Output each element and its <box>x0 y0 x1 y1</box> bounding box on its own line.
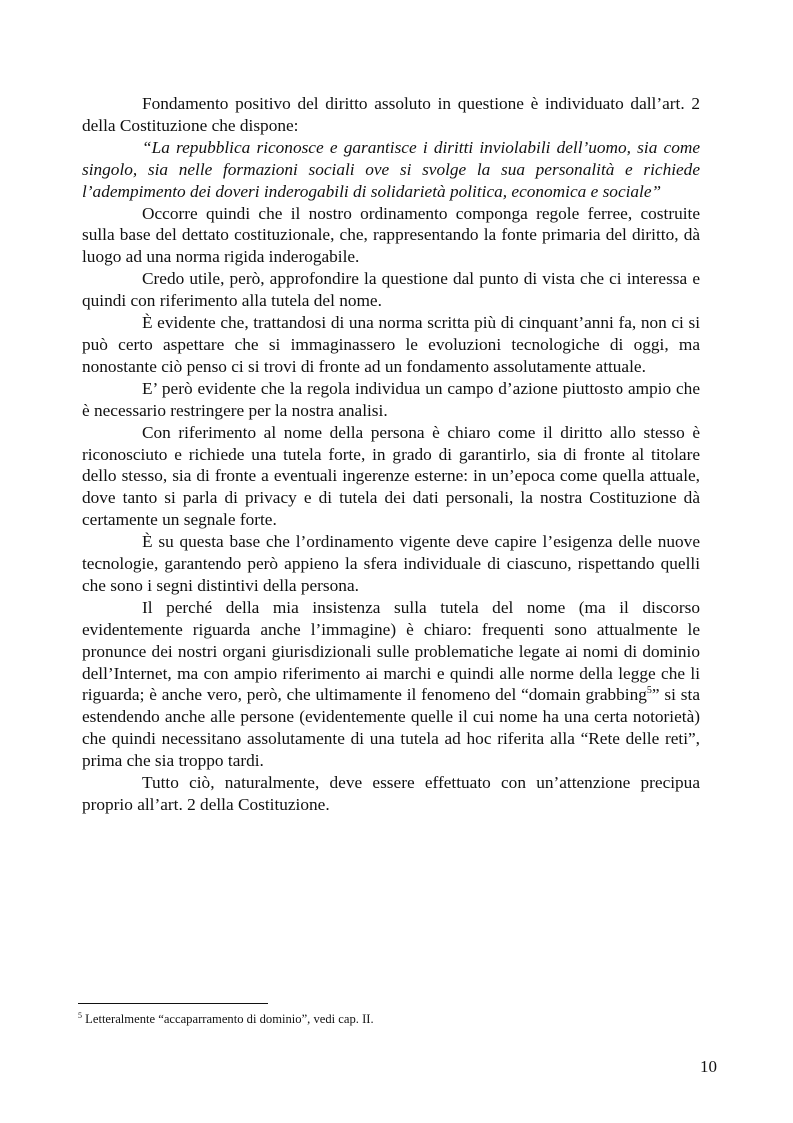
page-body <box>82 93 700 816</box>
paragraph-2: Occorre quindi che il nostro ordinamento componga regole ferree, costruite sulla base del dettato costituzionale, che, rappresentando la fonte primaria del diritto, dà luogo ad una norma rigida inderogabile. <box>82 203 700 267</box>
page-number: 10 <box>700 1057 717 1076</box>
paragraph-1: Fondamento positivo del diritto assoluto in questione è individuato dall’art. 2 della Costituzione che dispone: <box>82 94 700 135</box>
footnote-text: Letteralmente “accaparramento di dominio”, vedi cap. II. <box>85 1012 374 1026</box>
paragraph-7: È su questa base che l’ordinamento vigente deve capire l’esigenza delle nuove tecnologie, garantendo però appieno la sfera individuale di ciascuno, rispettando quelli che sono i segni distintivi della persona. <box>82 532 700 595</box>
footnote <box>78 1012 698 1027</box>
footnote-reference[interactable]: 5 <box>646 685 652 697</box>
paragraph-8 <box>82 597 700 772</box>
paragraph-8-text-end: ” si sta estendendo anche alle persone (evidentemente quelle il cui nome ha una certa notorietà) che quindi necessitano assolutamente di una tutela ad hoc riferita alla “Rete delle reti”, prima che sia troppo tardi. <box>82 685 700 771</box>
paragraph-8-text-start: Il perché della mia insistenza sulla tutela del nome (ma il discorso evidentemente riguarda anche l’immagine) è chiaro: frequenti sono attualmente le pronunce dei nostri organi giurisdizionali sulle problematiche legate ai nomi di dominio dell’Internet, ma con ampio riferimento ai marchi e quindi alle norme della legge che li riguarda; è anche vero, però, che ultimamente il fenomeno del “domain grabbing <box>82 597 700 705</box>
constitution-quote: “La repubblica riconosce e garantisce i diritti inviolabili dell’uomo, sia come singolo, sia nelle formazioni sociali ove si svolge la sua personalità e richiede l’adempimento dei doveri inderogabili di solidarietà politica, economica e sociale” <box>82 137 700 201</box>
footnote-number: 5 <box>78 1011 82 1020</box>
paragraph-6: Con riferimento al nome della persona è chiaro come il diritto allo stesso è riconosciuto e richiede una tutela forte, in grado di garantirlo, sia di fronte al titolare dello stesso, sia di fronte a eventuali ingerenze esterne: in un’epoca come quella attuale, dove tanto si parla di privacy e di tutela dei dati personali, la nostra Costituzione dà certamente un segnale forte. <box>82 422 700 530</box>
paragraph-5: E’ però evidente che la regola individua un campo d’azione piuttosto ampio che è necessario restringere per la nostra analisi. <box>82 378 700 420</box>
paragraph-9: Tutto ciò, naturalmente, deve essere effettuato con un’attenzione precipua proprio all’art. 2 della Costituzione. <box>82 773 700 814</box>
paragraph-3: Credo utile, però, approfondire la questione dal punto di vista che ci interessa e quindi con riferimento alla tutela del nome. <box>82 269 700 311</box>
footnote-divider <box>78 1003 268 1004</box>
paragraph-4: È evidente che, trattandosi di una norma scritta più di cinquant’anni fa, non ci si può certo aspettare che si immaginassero le evoluzioni tecnologiche di oggi, ma nonostante ciò penso ci si trovi di fronte ad un fondamento assolutamente attuale. <box>82 313 700 376</box>
